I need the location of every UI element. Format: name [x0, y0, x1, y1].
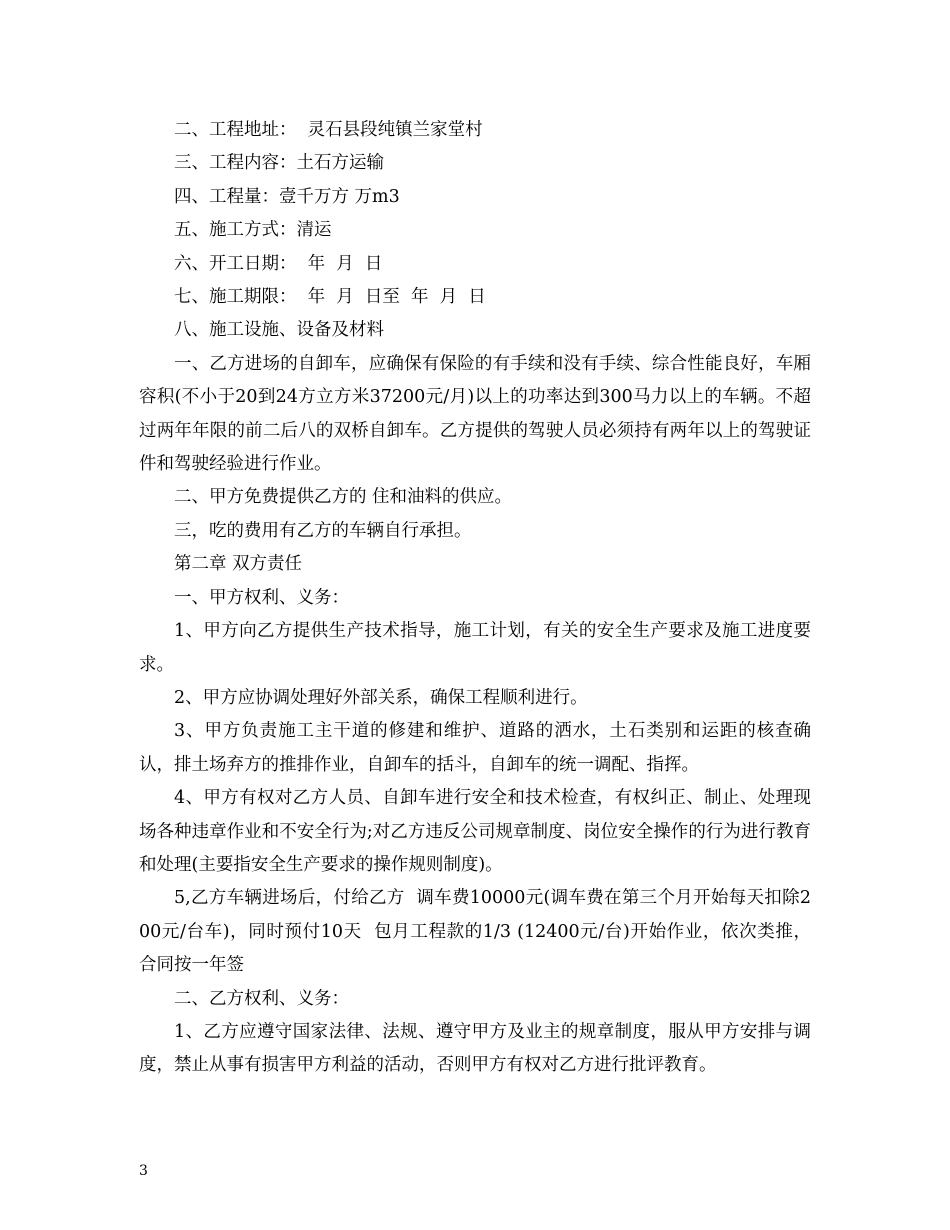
paragraph-food-cost: 三，吃的费用有乙方的车辆自行承担。 [174, 520, 472, 541]
paragraph-party-a-item-5: 5,乙方车辆进场后，付给乙方 调车费10000元(调车费在第三个月开始每天扣除200元/台车)，同时预付10天 包月工程款的1/3 (12400元/台)开始作业，依次类推， 合同按一年签 [139, 888, 823, 976]
paragraph-party-b-item-1: 1、乙方应遵守国家法律、法规、遵守甲方及业主的规章制度，服从甲方安排与调度，禁止从事有损害甲方利益的活动，否则甲方有权对乙方进行批评教育。 [139, 1021, 811, 1076]
paragraph-project-quantity: 四、工程量：壹千万方 万m3 [174, 186, 400, 207]
chapter-heading: 第二章 双方责任 [174, 554, 303, 575]
paragraph-construction-method: 五、施工方式：清运 [174, 220, 332, 241]
paragraph-party-a-item-3: 3、甲方负责施工主干道的修建和维护、道路的洒水，土石类别和运距的核查确认，排土场弃方的推排作业，自卸车的括斗，自卸车的统一调配、指挥。 [139, 721, 811, 775]
paragraph-party-a-item-1: 1、甲方向乙方提供生产技术指导，施工计划，有关的安全生产要求及施工进度要求。 [139, 621, 811, 675]
paragraph-facilities-heading: 八、施工设施、设备及材料 [174, 320, 384, 341]
document-body [139, 114, 823, 1083]
paragraph-project-address: 二、工程地址： 灵石县段纯镇兰家堂村 [174, 120, 483, 140]
paragraph-start-date: 六、开工日期： 年 月 日 [174, 253, 383, 274]
paragraph-party-a-item-4: 4、甲方有权对乙方人员、自卸车进行安全和技术检查，有权纠正、制止、处理现场各种违章作业和不安全行为;对乙方违反公司规章制度、岗位安全操作的行为进行教育和处理(主要指安全生产要求的操作规则制度)。 [139, 788, 811, 875]
paragraph-party-a-item-2: 2、甲方应协调处理好外部关系，确保工程顺利进行。 [174, 687, 588, 708]
section-heading-party-a: 一、甲方权利、义务： [174, 587, 349, 608]
paragraph-project-content: 三、工程内容：土石方运输 [174, 153, 384, 174]
page-number: 3 [139, 1163, 148, 1179]
paragraph-dump-trucks: 一、乙方进场的自卸车，应确保有保险的有手续和没有手续、综合性能良好，车厢容积(不小于20到24方立方米37200元/月)以上的功率达到300马力以上的车辆。不超过两年年限的前二后八的双桥自卸车。乙方提供的驾驶人员必须持有两年以上的驾驶证件和驾驶经验进行作业。 [139, 353, 811, 475]
section-heading-party-b: 二、乙方权利、义务： [174, 988, 349, 1009]
paragraph-construction-period: 七、施工期限： 年 月 日至 年 月 日 [174, 287, 486, 308]
paragraph-free-supply: 二、甲方免费提供乙方的 住和油料的供应。 [174, 487, 513, 508]
